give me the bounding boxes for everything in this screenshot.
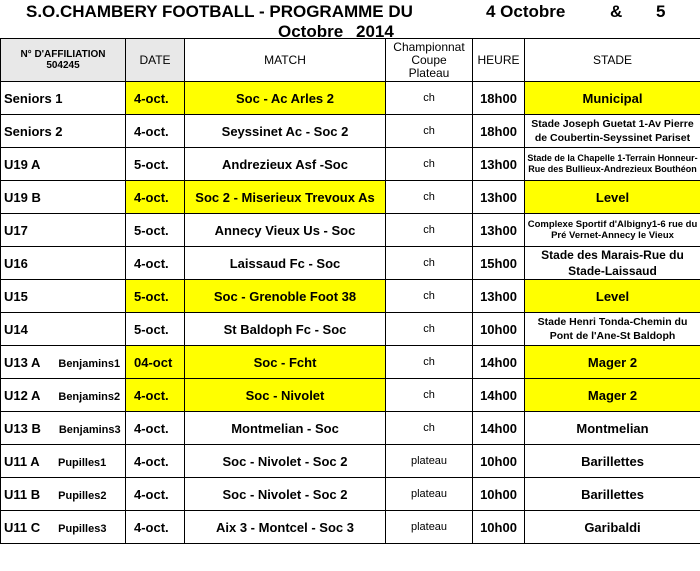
date-cell: 4-oct.: [126, 445, 185, 478]
programme-table: [0, 38, 700, 544]
team-category: Seniors 1: [4, 90, 63, 106]
stade-cell: Barillettes: [525, 445, 700, 478]
team-subcategory: Benjamins1: [58, 357, 121, 370]
team-category: U14: [4, 321, 28, 337]
team-category: U16: [4, 255, 28, 271]
title-line: S.O.CHAMBERY FOOTBALL - PROGRAMME DU: [26, 2, 413, 21]
header-heure: HEURE: [473, 39, 525, 82]
type-cell: ch: [386, 313, 473, 346]
date-cell: 5-oct.: [126, 148, 185, 181]
stade-cell: Complexe Sportif d'Albigny1-6 rue du Pré Vernet-Annecy le Vieux: [525, 214, 700, 247]
stade-cell: Montmelian: [525, 412, 700, 445]
date-cell: 04-oct: [126, 346, 185, 379]
team-cell: [1, 247, 126, 280]
match-cell: Laissaud Fc - Soc: [185, 247, 386, 280]
type-cell: plateau: [386, 478, 473, 511]
match-cell: Aix 3 - Montcel - Soc 3: [185, 511, 386, 544]
heure-cell: 18h00: [473, 115, 525, 148]
team-cell: [1, 115, 126, 148]
header-match: MATCH: [185, 39, 386, 82]
match-cell: Soc - Ac Arles 2: [185, 82, 386, 115]
header-champ-line1: Championnat: [393, 39, 465, 54]
table-row: [1, 280, 700, 313]
stade-cell: Mager 2: [525, 346, 700, 379]
title-date1: 4 Octobre: [486, 2, 566, 21]
header-date: DATE: [126, 39, 185, 82]
heure-cell: 18h00: [473, 82, 525, 115]
header-champ-line3: Plateau: [408, 65, 450, 80]
heure-cell: 10h00: [473, 313, 525, 346]
team-category: U15: [4, 288, 28, 304]
team-category: Seniors 2: [4, 123, 63, 139]
page-title: [0, 0, 700, 38]
title-year: 2014: [356, 22, 394, 38]
stade-cell: Stade Henri Tonda-Chemin du Pont de l'Ane-St Baldoph: [525, 313, 700, 346]
table-row: [1, 148, 700, 181]
team-subcategory: Pupilles2: [58, 489, 107, 502]
match-cell: Seyssinet Ac - Soc 2: [185, 115, 386, 148]
type-cell: ch: [386, 412, 473, 445]
team-cell: [1, 478, 126, 511]
team-cell: [1, 181, 126, 214]
team-cell: [1, 82, 126, 115]
type-cell: ch: [386, 148, 473, 181]
header-affiliation: [1, 39, 126, 82]
heure-cell: 14h00: [473, 379, 525, 412]
table-row: [1, 412, 700, 445]
heure-cell: 10h00: [473, 478, 525, 511]
stade-cell: Stade Joseph Guetat 1-Av Pierre de Coubertin-Seyssinet Pariset: [525, 115, 700, 148]
match-cell: Soc - Fcht: [185, 346, 386, 379]
date-cell: 4-oct.: [126, 412, 185, 445]
heure-cell: 10h00: [473, 445, 525, 478]
heure-cell: 15h00: [473, 247, 525, 280]
team-category: U19 A: [4, 156, 41, 172]
match-cell: Soc 2 - Miserieux Trevoux As: [185, 181, 386, 214]
stade-cell: Stade des Marais-Rue du Stade-Laissaud: [525, 247, 700, 280]
match-cell: Annecy Vieux Us - Soc: [185, 214, 386, 247]
team-category: U11 C: [4, 519, 41, 535]
stade-cell: Level: [525, 280, 700, 313]
team-cell: [1, 511, 126, 544]
team-category: U17: [4, 222, 28, 238]
heure-cell: 13h00: [473, 181, 525, 214]
title-date2: 5: [656, 2, 666, 21]
team-subcategory: Pupilles3: [58, 522, 107, 535]
stade-cell: Level: [525, 181, 700, 214]
type-cell: ch: [386, 214, 473, 247]
heure-cell: 14h00: [473, 412, 525, 445]
team-subcategory: Benjamins2: [58, 390, 121, 403]
type-cell: ch: [386, 247, 473, 280]
title-month2: Octobre: [278, 22, 344, 38]
type-cell: ch: [386, 346, 473, 379]
date-cell: 5-oct.: [126, 313, 185, 346]
affiliation-number: 504245: [46, 60, 80, 71]
table-row: [1, 82, 700, 115]
type-cell: ch: [386, 181, 473, 214]
date-cell: 4-oct.: [126, 82, 185, 115]
team-cell: [1, 214, 126, 247]
date-cell: 5-oct.: [126, 280, 185, 313]
date-cell: 4-oct.: [126, 511, 185, 544]
team-category: U13 A: [4, 354, 41, 370]
type-cell: ch: [386, 280, 473, 313]
team-cell: [1, 445, 126, 478]
team-subcategory: Benjamins3: [58, 423, 121, 436]
table-row: [1, 181, 700, 214]
type-cell: ch: [386, 115, 473, 148]
table-row: [1, 445, 700, 478]
table-row: [1, 115, 700, 148]
table-row: [1, 313, 700, 346]
type-cell: plateau: [386, 445, 473, 478]
table-row: [1, 214, 700, 247]
team-category: U11 B: [4, 486, 41, 502]
table-row: [1, 478, 700, 511]
team-cell: [1, 412, 126, 445]
header-stade: STADE: [525, 39, 700, 82]
team-cell: [1, 280, 126, 313]
date-cell: 4-oct.: [126, 379, 185, 412]
date-cell: 4-oct.: [126, 181, 185, 214]
team-category: U11 A: [4, 453, 40, 469]
date-cell: 4-oct.: [126, 247, 185, 280]
header-championnat: [386, 39, 473, 82]
table-row: [1, 379, 700, 412]
team-category: U13 B: [4, 420, 41, 436]
type-cell: ch: [386, 379, 473, 412]
stade-cell: Barillettes: [525, 478, 700, 511]
heure-cell: 14h00: [473, 346, 525, 379]
team-cell: [1, 346, 126, 379]
match-cell: Montmelian - Soc: [185, 412, 386, 445]
heure-cell: 13h00: [473, 280, 525, 313]
date-cell: 4-oct.: [126, 115, 185, 148]
stade-cell: Stade de la Chapelle 1-Terrain Honneur-Rue des Bullieux-Andrezieux Bouthéon: [525, 148, 700, 181]
heure-cell: 13h00: [473, 148, 525, 181]
date-cell: 4-oct.: [126, 478, 185, 511]
match-cell: Soc - Nivolet - Soc 2: [185, 445, 386, 478]
table-row: [1, 247, 700, 280]
team-cell: [1, 313, 126, 346]
team-subcategory: Pupilles1: [58, 456, 107, 469]
team-cell: [1, 148, 126, 181]
stade-cell: Municipal: [525, 82, 700, 115]
team-category: U19 B: [4, 189, 41, 205]
match-cell: Soc - Grenoble Foot 38: [185, 280, 386, 313]
header-row: [1, 39, 700, 82]
team-category: U12 A: [4, 387, 41, 403]
stade-cell: Mager 2: [525, 379, 700, 412]
type-cell: plateau: [386, 511, 473, 544]
team-cell: [1, 379, 126, 412]
table-row: [1, 511, 700, 544]
title-amp: &: [610, 2, 623, 21]
affiliation-label: N° D'AFFILIATION: [20, 49, 106, 60]
match-cell: Soc - Nivolet - Soc 2: [185, 478, 386, 511]
match-cell: Andrezieux Asf -Soc: [185, 148, 386, 181]
heure-cell: 13h00: [473, 214, 525, 247]
type-cell: ch: [386, 82, 473, 115]
heure-cell: 10h00: [473, 511, 525, 544]
stade-cell: Garibaldi: [525, 511, 700, 544]
header-champ-line2: Coupe: [411, 52, 447, 67]
match-cell: Soc - Nivolet: [185, 379, 386, 412]
table-row: [1, 346, 700, 379]
date-cell: 5-oct.: [126, 214, 185, 247]
match-cell: St Baldoph Fc - Soc: [185, 313, 386, 346]
